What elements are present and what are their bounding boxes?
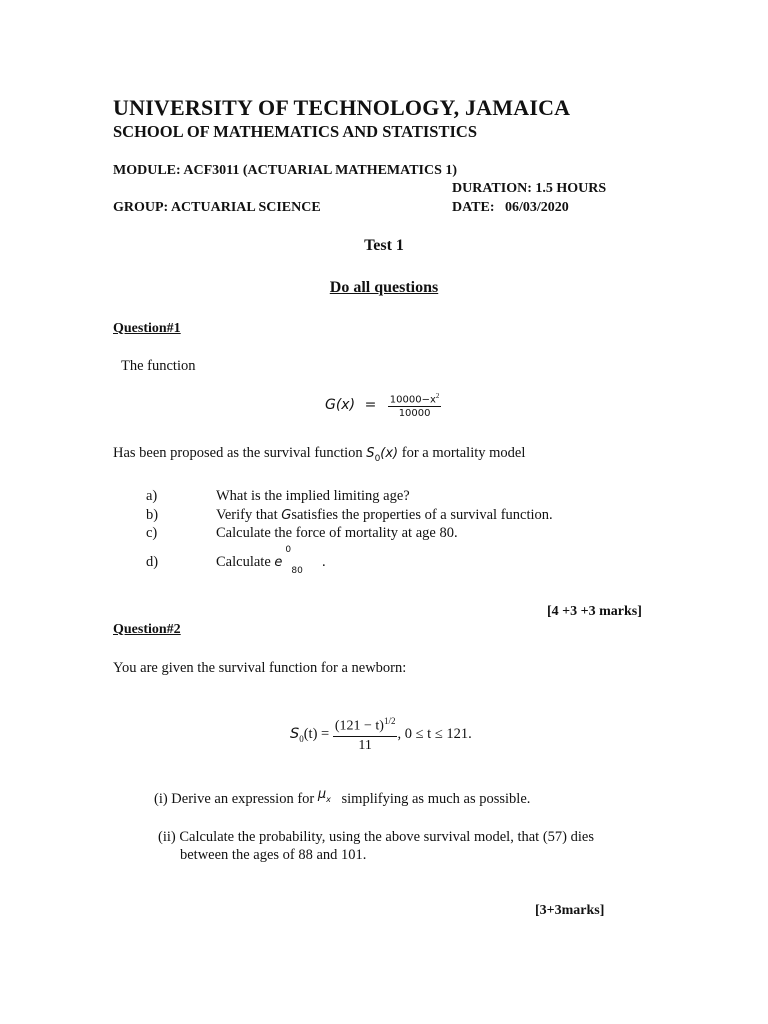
- survival-symbol: S: [366, 446, 375, 461]
- question-2-part-ii-line1: (ii) Calculate the probability, using the above survival model, that (57) dies: [158, 829, 594, 845]
- q2-formula-fraction: [333, 716, 398, 754]
- question-2-part-ii-line2: between the ages of 88 and 101.: [180, 847, 367, 863]
- q1-formula: [325, 392, 441, 419]
- q2-formula-lhs: S: [290, 726, 300, 743]
- q1-item-c: c) Calculate the force of mortality at age 80.: [146, 525, 458, 541]
- date-label: DATE:: [452, 200, 495, 215]
- question-1-marks: [4 +3 +3 marks]: [547, 604, 642, 619]
- q1-formula-eq: =: [364, 396, 377, 413]
- group-line: GROUP: ACTUARIAL SCIENCE: [113, 200, 321, 215]
- test-title: Test 1: [364, 237, 404, 254]
- question-1-statement: Has been proposed as the survival function $S_0(x)$ for a mortality model: [113, 445, 526, 464]
- module-line: MODULE: ACF3011 (ACTUARIAL MATHEMATICS 1): [113, 163, 458, 178]
- q2-formula-condition: , 0 ≤ t ≤ 121.: [397, 726, 472, 743]
- date-line: [452, 200, 569, 216]
- q1-formula-denominator: 10000: [398, 408, 431, 420]
- question-2-part-i: (i) Derive an expression for $\mu_x$ simplifying as much as possible.: [154, 787, 531, 807]
- q1-item-d: d) Calculate e 0 80 .: [146, 545, 326, 576]
- question-2-intro: You are given the survival function for a newborn:: [113, 660, 407, 676]
- school-title: SCHOOL OF MATHEMATICS AND STATISTICS: [113, 122, 477, 141]
- q1-formula-lhs: G(x): [325, 396, 356, 413]
- q2-formula-numerator: $(121 - t)^{1/2}$: [333, 716, 398, 737]
- instruction: Do all questions: [329, 279, 439, 296]
- q2-formula-denominator: 11: [358, 737, 372, 753]
- question-1-intro: The function: [121, 358, 196, 374]
- date-value: 06/03/2020: [505, 200, 569, 215]
- question-2-heading: Question#2: [113, 622, 181, 637]
- q1-formula-fraction: [388, 392, 442, 419]
- question-1-heading: Question#1: [113, 321, 181, 336]
- university-title: UNIVERSITY OF TECHNOLOGY, JAMAICA: [113, 95, 571, 120]
- q2-formula: $S_0(t)$ = $\frac{(121 - t)^{1/2}}{11}$ , 0 ≤ t ≤ 121.: [290, 716, 472, 753]
- duration-line: DURATION: 1.5 HOURS: [452, 181, 607, 196]
- mu-symbol: μ: [317, 787, 327, 802]
- q1-formula-numerator: $10000-x^2$: [389, 392, 440, 406]
- q1-item-a: a) What is the implied limiting age?: [146, 488, 410, 504]
- q1-item-b: b) Verify that Gsatisfies the properties of a survival function.: [146, 507, 553, 523]
- question-2-marks: [3+3marks]: [535, 903, 605, 918]
